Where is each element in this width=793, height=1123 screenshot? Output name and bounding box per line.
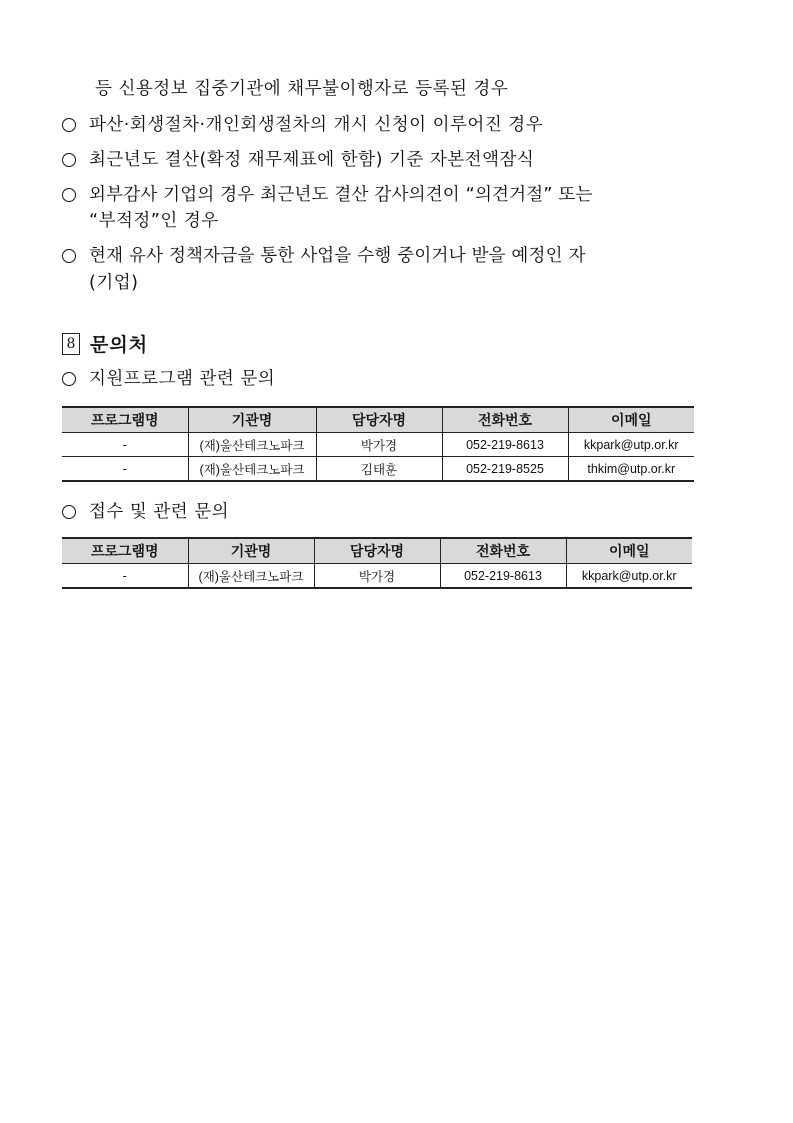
- cell-organization: (재)울산테크노파크: [188, 457, 316, 482]
- cell-program: -: [62, 564, 188, 589]
- criteria-continued-line: 등 신용정보 집중기관에 채무불이행자로 등록된 경우: [95, 79, 509, 99]
- table-header-row: [62, 407, 694, 433]
- circle-bullet-icon: [62, 118, 76, 132]
- column-header-contact-person: 담당자명: [316, 407, 442, 433]
- cell-organization: (재)울산테크노파크: [188, 433, 316, 457]
- program-inquiry-heading: [62, 366, 275, 392]
- column-header-program: 프로그램명: [62, 538, 188, 564]
- cell-email: kkpark@utp.or.kr: [568, 433, 694, 457]
- circle-bullet-icon: [62, 372, 76, 386]
- column-header-program: 프로그램명: [62, 407, 188, 433]
- cell-contact-person: 박가경: [316, 433, 442, 457]
- cell-program: -: [62, 433, 188, 457]
- table-row: [62, 564, 692, 589]
- column-header-email: 이메일: [566, 538, 692, 564]
- application-inquiry-heading: [62, 499, 229, 525]
- circle-bullet-icon: [62, 188, 76, 202]
- column-header-email: 이메일: [568, 407, 694, 433]
- application-inquiry-heading-text: 접수 및 관련 문의: [89, 502, 230, 522]
- criteria-item-text-continued: (기업): [89, 273, 139, 293]
- column-header-phone: 전화번호: [442, 407, 568, 433]
- criteria-item-text: 파산·회생절차·개인회생절차의 개시 신청이 이루어진 경우: [89, 115, 544, 135]
- circle-bullet-icon: [62, 249, 76, 263]
- column-header-phone: 전화번호: [440, 538, 566, 564]
- criteria-item: [62, 112, 543, 138]
- criteria-item-text-continued: “부적정”인 경우: [89, 211, 219, 231]
- circle-bullet-icon: [62, 153, 76, 167]
- criteria-item-text: 현재 유사 정책자금을 통한 사업을 수행 중이거나 받을 예정인 자: [89, 246, 586, 266]
- table-header-row: [62, 538, 692, 564]
- table-row: [62, 433, 694, 457]
- criteria-item-text: 최근년도 결산(확정 재무제표에 한함) 기준 자본전액잠식: [89, 150, 535, 170]
- cell-phone: 052-219-8613: [440, 564, 566, 589]
- program-inquiry-heading-text: 지원프로그램 관련 문의: [89, 369, 276, 389]
- section-number-box: 8: [62, 333, 80, 355]
- cell-organization: (재)울산테크노파크: [188, 564, 314, 589]
- column-header-organization: 기관명: [188, 407, 316, 433]
- section-heading: [62, 330, 148, 357]
- cell-program: -: [62, 457, 188, 482]
- cell-phone: 052-219-8525: [442, 457, 568, 482]
- cell-contact-person: 박가경: [314, 564, 440, 589]
- criteria-item: [62, 147, 534, 173]
- criteria-item: [62, 243, 702, 269]
- application-inquiry-table: [62, 537, 692, 589]
- program-inquiry-table: [62, 406, 694, 482]
- cell-phone: 052-219-8613: [442, 433, 568, 457]
- criteria-item: [62, 182, 702, 208]
- column-header-organization: 기관명: [188, 538, 314, 564]
- cell-email: kkpark@utp.or.kr: [566, 564, 692, 589]
- criteria-item-text: 외부감사 기업의 경우 최근년도 결산 감사의견이 “의견거절” 또는: [89, 185, 593, 205]
- circle-bullet-icon: [62, 505, 76, 519]
- cell-contact-person: 김태훈: [316, 457, 442, 482]
- section-title: 문의처: [90, 334, 149, 356]
- column-header-contact-person: 담당자명: [314, 538, 440, 564]
- table-row: [62, 457, 694, 482]
- cell-email: thkim@utp.or.kr: [568, 457, 694, 482]
